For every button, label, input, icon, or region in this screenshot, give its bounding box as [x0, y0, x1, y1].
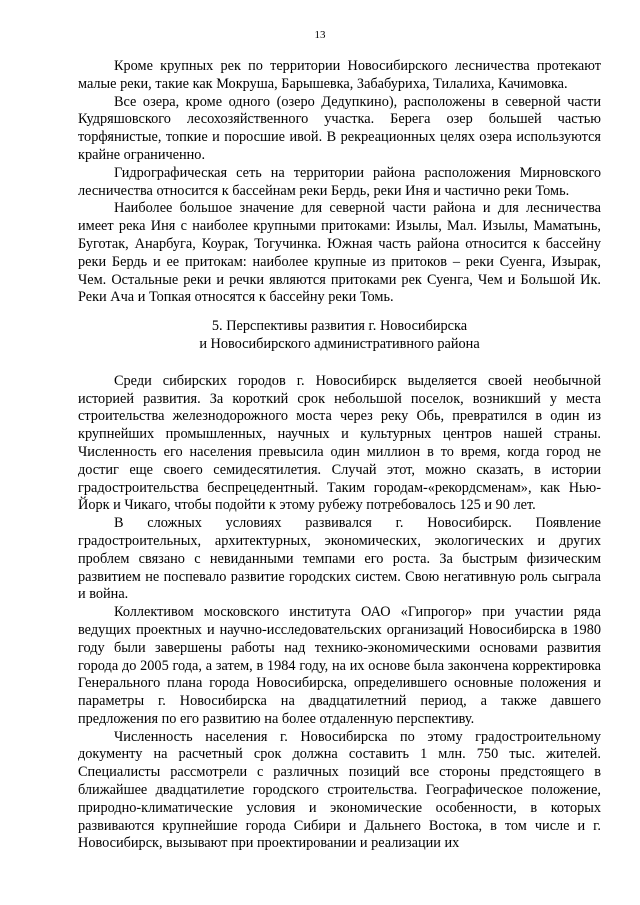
paragraph-population-forecast: Численность населения г. Новосибирска по этому градостроительному документу на расчетный срок должна составить 1 млн. 750 тыс. жителей. Специалисты рассмотрели с различных позиций все стороны предстоящего в ближайшее двадцатилетие городского строительства. Географическое положение, природно-климатические условия и экономические особенности, в которых развиваются крупнейшие города Сибири и Дальнего Востока, в том числе и г. Новосибирск, вызывают при проектировании и реализации их: [78, 728, 601, 852]
paragraph-difficult-conditions: В сложных условиях развивался г. Новосибирск. Появление градостроительных, архитектурных, экономических, экологических и других проблем связано с невиданными темпами его роста. За быстрым физическим развитием не поспевало развитие городских систем. Свою негативную роль сыграла и война.: [78, 515, 601, 603]
paragraph-lakes: Все озера, кроме одного (озеро Дедупкино), расположены в северной части Кудряшовского лесохозяйственного участка. Берега озер большей частью торфянистые, топкие и поросшие ивой. В рекреационных целях озера используются крайне ограниченно.: [78, 93, 601, 163]
page-number: 13: [314, 29, 326, 41]
paragraph-hydrographic-network: Гидрографическая сеть на территории района расположения Мирновского лесничества относится к бассейнам реки Бердь, реки Иня и частично реки Томь.: [78, 164, 601, 199]
paragraph-giprogor-plan: Коллективом московского института ОАО «Гипрогор» при участии ряда ведущих проектных и научно-исследовательских организаций Новосибирска в 1980 году были завершены работы над технико-экономическими основами развития города до 2005 года, а затем, в 1984 году, на их основе была закончена корректировка Генерального плана города Новосибирска, определившего основные положения и параметры г. Новосибирска на двадцатилетний период, а также давшего предложения по его развитию на более отдаленную перспективу.: [78, 604, 601, 727]
section-heading-line-1: 5. Перспективы развития г. Новосибирска: [211, 318, 468, 335]
body-text: [78, 58, 601, 853]
paragraph-inya-river: Наиболее большое значение для северной части района и для лесничества имеет река Иня с наиболее крупными притоками: Изылы, Мал. Изылы, Маматынь, Буготак, Анарбуга, Коурак, Тогучинка. Южная часть района относится к бассейну реки Бердь и ее притокам: наиболее крупные из притоков – реки Суенга, Изырак, Чем. Остальные реки и речки являются притоками рек Суенга, Чем и Большой Ик. Реки Ача и Топкая относятся к бассейну реки Томь.: [78, 200, 601, 306]
paragraph-city-history: Среди сибирских городов г. Новосибирск выделяется своей необычной историей развития. За короткий срок небольшой поселок, возникший у места строительства железнодорожного моста через реку Обь, превратился в один из крупнейших промышленных, научных и культурных центров нашей страны. Численность его населения превысила один миллион в то время, когда город не достиг еще своего семидесятилетия. Случай этот, можно сказать, в истории градостроительства беспрецедентный. Таким городам-«рекордсменам», как Нью-Йорк и Чикаго, чтобы подойти к этому рубежу потребовалось 125 и 90 лет.: [78, 372, 601, 514]
section-heading: [78, 318, 601, 354]
section-heading-line-2: и Новосибирского административного района: [199, 335, 480, 352]
paragraph-small-rivers: Кроме крупных рек по территории Новосибирского лесничества протекают малые реки, такие как Мокруша, Барышевка, Забабуриха, Тилалиха, Качимовка.: [78, 58, 601, 92]
